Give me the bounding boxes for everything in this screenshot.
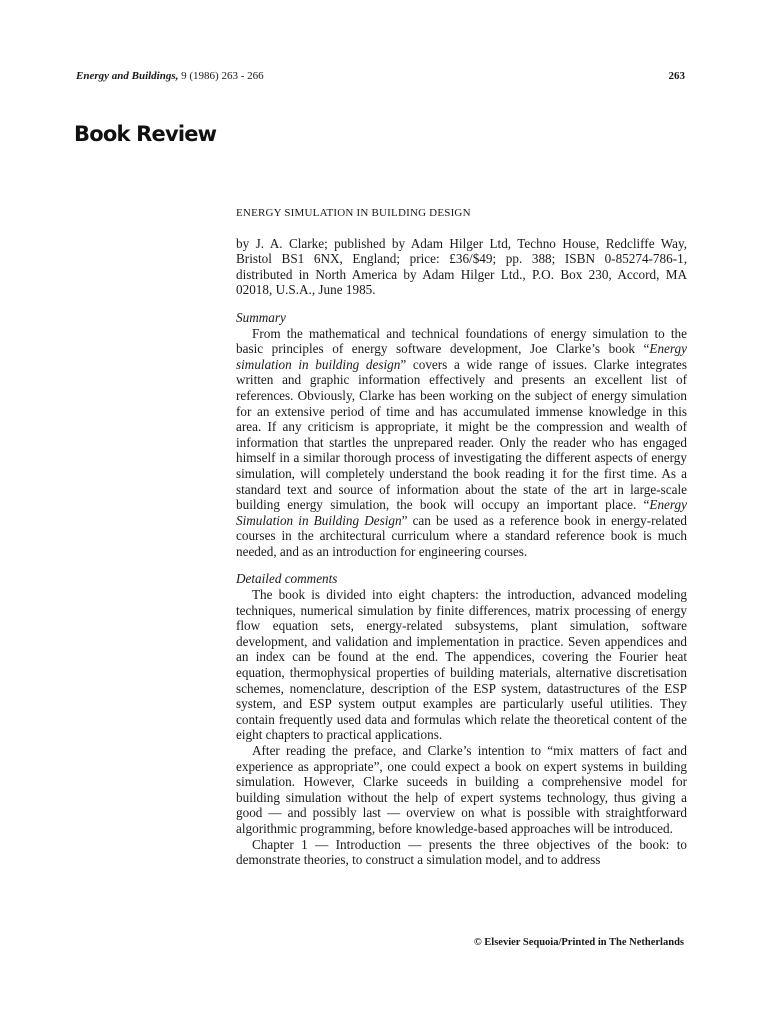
running-head — [76, 70, 685, 82]
journal-citation — [76, 70, 264, 82]
page-number: 263 — [668, 70, 685, 82]
review-body — [236, 206, 687, 868]
book-title: ENERGY SIMULATION IN BUILDING DESIGN — [236, 207, 471, 219]
summary-heading: Summary — [236, 309, 286, 325]
book-title-emphasis: Energy simulation in building design — [236, 341, 687, 372]
detailed-comments-heading: Detailed comments — [236, 571, 338, 587]
copyright-footer: © Elsevier Sequoia/Printed in The Netherlands — [473, 937, 684, 948]
section-title: Book Review — [74, 122, 217, 146]
summary-section — [236, 310, 687, 560]
journal-name: Energy and Buildings, — [76, 70, 179, 82]
book-citation: by J. A. Clarke; published by Adam Hilger Ltd, Techno House, Redcliffe Way, Bristol BS1 6NX, England; price: £36/$49; pp. 388; ISBN 0-85274-786-1, distributed in North America by Adam Hilger Ltd., P.O. Box 230, Accord, MA 02018, U.S.A., June 1985. — [236, 235, 687, 298]
book-title-emphasis: Energy Simulation in Building Design — [236, 497, 687, 528]
body-paragraph: Chapter 1 — Introduction — presents the three objectives of the book: to demonstrate theories, to construct a simulation model, and to address — [236, 836, 687, 868]
detailed-comments-section — [236, 571, 687, 867]
summary-paragraph: From the mathematical and technical foundations of energy simulation to the basic principles of energy software development, Joe Clarke’s book “Energy simulation in building design” covers a wide range of issues. Clarke integrates written and graphic information effectively and presents an excellent list of references. Obviously, Clarke has been working on the subject of energy simulation for an extensive period of time and has accumulated immense knowledge in this area. If any criticism is appropriate, it might be the compression and wealth of information that startles the unprepared reader. Only the reader who has engaged himself in a similar thorough process of investigating the different aspects of energy simulation, will completely understand the book reading it for the first time. As a standard text and source of information about the state of the art in large-scale building energy simulation, the book will occupy an important place. “Energy Simulation in Building Design” can be used as a reference book in energy-related courses in the architectural curriculum where a standard reference book is much needed, and as an introduction for engineering courses. — [236, 325, 687, 559]
volume-info: 9 (1986) 263 - 266 — [181, 70, 264, 82]
body-paragraph: After reading the preface, and Clarke’s intention to “mix matters of fact and experience as appropriate”, one could expect a book on expert systems in building simulation. However, Clarke suceeds in building a comprehensive model for building simulation without the help of expert systems technology, thus giving a good — and possibly last — overview on what is possible with straightforward algorithmic programming, before knowledge-based approaches will be introduced. — [236, 743, 687, 836]
body-paragraph: The book is divided into eight chapters: the introduction, advanced modeling techniques, numerical simulation by finite differences, matrix processing of energy flow equation sets, energy-related subsystems, plant simulation, software development, and validation and implementation in practice. Seven appendices and an index can be found at the end. The appendices, covering the Fourier heat equation, thermophysical properties of building materials, alternative discretisation schemes, nomenclature, description of the ESP system, datastructures of the ESP system, and ESP system output examples are particularly useful utilities. They contain frequently used data and formulas which relate the theoretical content of the eight chapters to practical applications. — [236, 587, 687, 743]
